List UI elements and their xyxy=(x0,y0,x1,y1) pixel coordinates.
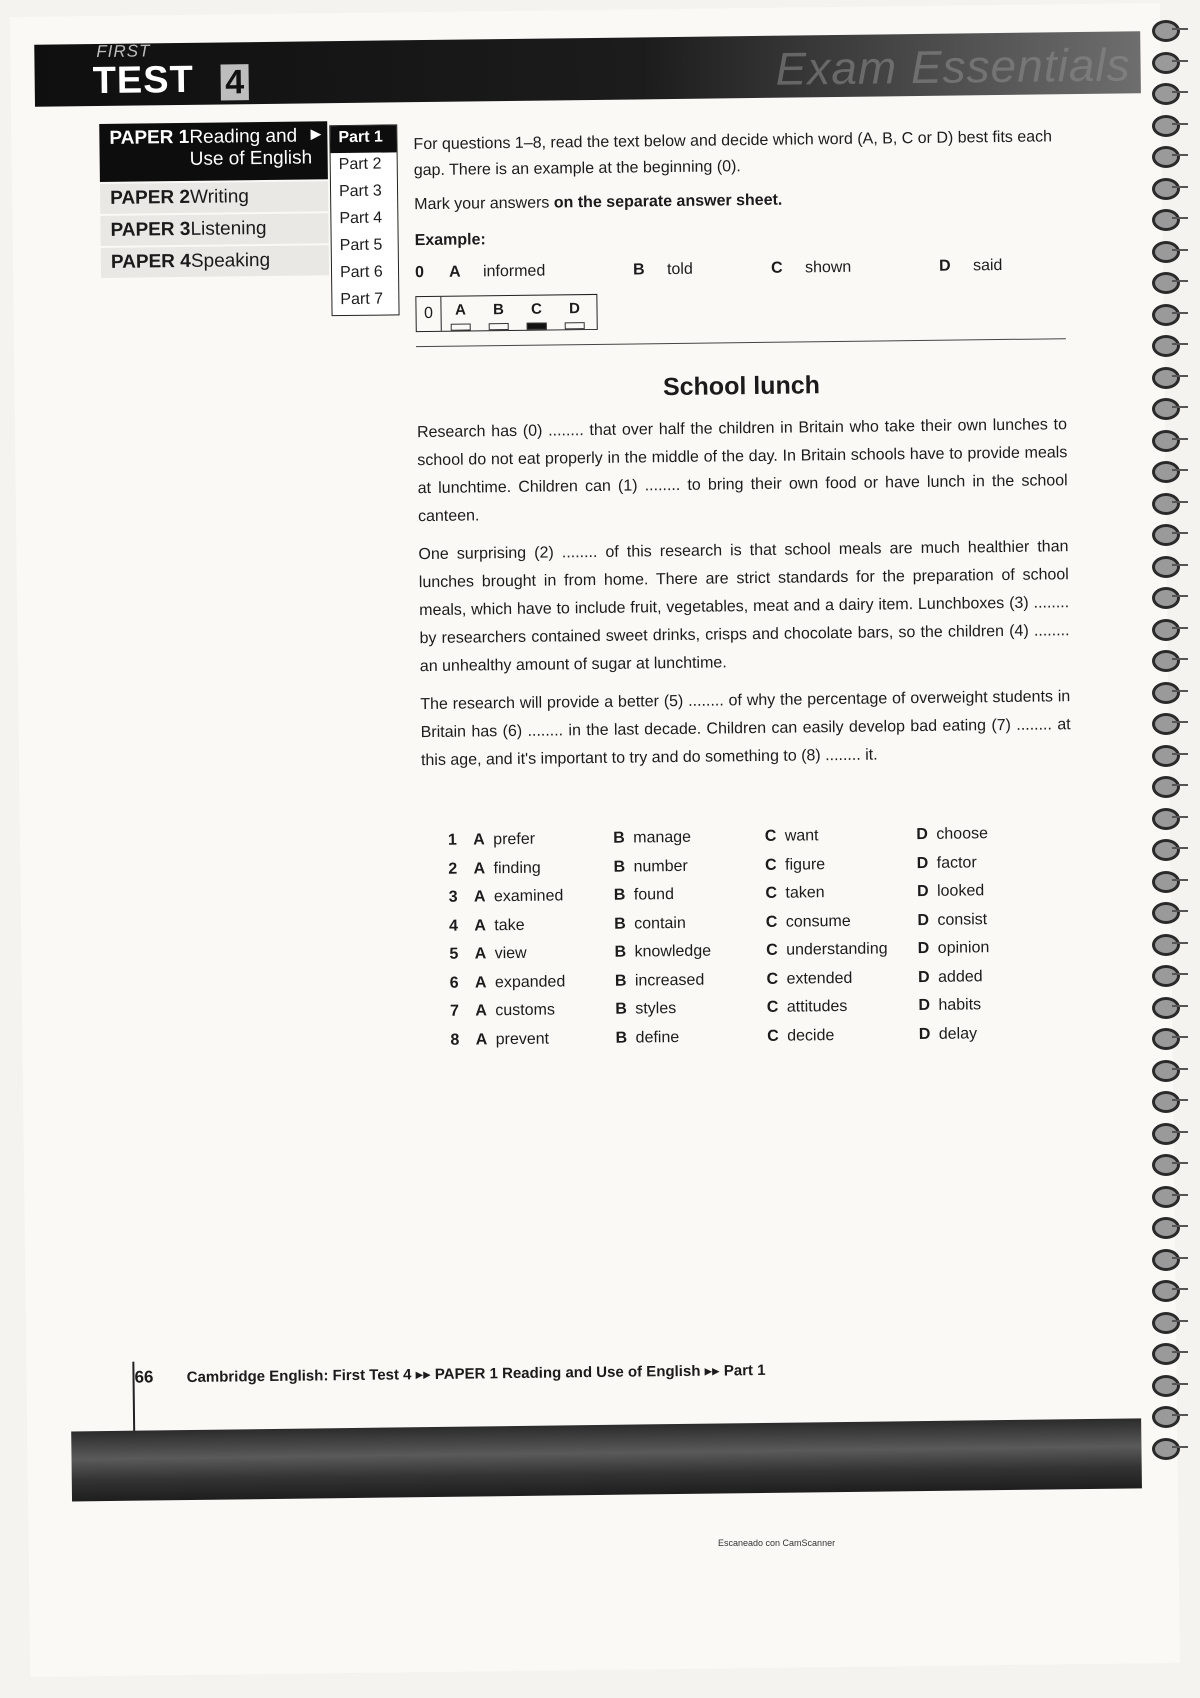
instructions: For questions 1–8, read the text below and decide which word (A, B, C or D) best fits each gap. There is an example at the beginning (0). xyxy=(413,128,1053,180)
option-a xyxy=(475,972,615,1002)
example-d-word: said xyxy=(972,256,1003,275)
option-letter: D xyxy=(918,996,931,1015)
spiral-wire xyxy=(1172,343,1188,345)
option-c xyxy=(765,883,917,913)
option-a xyxy=(474,858,614,888)
spiral-ring-icon xyxy=(1152,1406,1180,1428)
page-number: 66 xyxy=(134,1367,154,1387)
option-word: consume xyxy=(785,912,851,931)
spiral-wire xyxy=(1172,186,1188,188)
scan-watermark: Escaneado con CamScanner xyxy=(718,1538,836,1548)
spiral-ring-icon xyxy=(1152,1123,1180,1145)
spiral-ring-icon xyxy=(1152,461,1180,483)
option-word: choose xyxy=(936,825,989,843)
spiral-wire xyxy=(1172,1036,1188,1038)
option-letter: B xyxy=(613,858,626,876)
option-a xyxy=(476,1029,616,1059)
option-word: prevent xyxy=(495,1030,550,1048)
spiral-ring-icon xyxy=(1152,808,1180,830)
divider xyxy=(416,338,1066,347)
part-7[interactable]: Part 7 xyxy=(340,290,384,309)
option-letter: A xyxy=(473,831,485,849)
test-number: 4 xyxy=(220,64,248,100)
option-word: increased xyxy=(634,971,705,990)
spiral-wire xyxy=(1172,690,1188,692)
example-d-letter: D xyxy=(938,257,951,275)
option-word: number xyxy=(633,857,688,876)
option-word: contain xyxy=(634,914,686,933)
option-letter: D xyxy=(916,825,929,844)
spiral-wire xyxy=(1172,217,1188,219)
spiral-ring-icon xyxy=(1152,1028,1180,1050)
spiral-ring-icon xyxy=(1152,115,1180,137)
example-a-letter: A xyxy=(448,263,461,281)
footer-text: Cambridge English: First Test 4 ▸▸ PAPER 1 Reading and Use of English ▸▸ Part 1 xyxy=(186,1361,766,1387)
spiral-wire xyxy=(1172,1099,1188,1101)
answer-option-a[interactable] xyxy=(441,297,479,330)
option-word: factor xyxy=(936,853,977,872)
spiral-wire xyxy=(1172,721,1188,723)
option-letter: C xyxy=(765,884,778,902)
option-a xyxy=(474,887,614,917)
option-b xyxy=(616,1027,768,1057)
spiral-ring-icon xyxy=(1152,713,1180,735)
option-a xyxy=(475,944,615,974)
paper-title: Writing xyxy=(189,186,250,208)
test-title: TEST xyxy=(92,58,195,103)
spiral-wire xyxy=(1172,1383,1188,1385)
option-letter: C xyxy=(765,856,777,874)
first-label: FIRST xyxy=(96,41,151,62)
option-b xyxy=(614,885,766,915)
question-number: 7 xyxy=(449,1002,460,1020)
paper-title: Speaking xyxy=(190,249,271,272)
spiral-ring-icon xyxy=(1152,997,1180,1019)
spiral-ring-icon xyxy=(1152,1186,1180,1208)
option-word: attitudes xyxy=(786,997,848,1016)
option-letter: C xyxy=(766,998,779,1016)
option-letter: C xyxy=(767,1027,779,1045)
spiral-ring-icon xyxy=(1152,1312,1180,1334)
option-word: added xyxy=(937,967,983,986)
spiral-wire xyxy=(1172,816,1188,818)
option-d xyxy=(918,995,1070,1025)
spiral-ring-icon xyxy=(1152,52,1180,74)
option-a xyxy=(473,830,613,860)
option-letter: B xyxy=(614,915,626,933)
spiral-wire xyxy=(1172,438,1188,440)
spiral-ring-icon xyxy=(1152,178,1180,200)
spiral-ring-icon xyxy=(1152,745,1180,767)
option-b xyxy=(614,913,766,943)
option-c xyxy=(765,855,917,885)
option-word: want xyxy=(784,827,819,845)
answer-option-d-label: D xyxy=(568,299,581,317)
paper-num: PAPER 2 xyxy=(109,186,191,209)
spiral-wire xyxy=(1172,501,1188,503)
spiral-wire xyxy=(1172,847,1188,849)
option-letter: A xyxy=(474,916,486,934)
spiral-wire xyxy=(1172,1005,1188,1007)
spiral-ring-icon xyxy=(1152,20,1180,42)
option-letter: A xyxy=(473,859,486,877)
spiral-ring-icon xyxy=(1152,241,1180,263)
option-word: figure xyxy=(785,855,826,874)
option-word: finding xyxy=(493,859,541,877)
answer-option-a-label: A xyxy=(454,301,467,319)
spiral-ring-icon xyxy=(1152,556,1180,578)
option-word: habits xyxy=(938,996,982,1014)
spiral-wire xyxy=(1172,1351,1188,1353)
spiral-ring-icon xyxy=(1152,1375,1180,1397)
option-b xyxy=(615,970,767,1000)
spiral-wire xyxy=(1172,658,1188,660)
spiral-ring-icon xyxy=(1152,1060,1180,1082)
article-paragraph-1: Research has (0) ........ that over half the children in Britain who take their own lunches to school do not eat properly in the middle of the day. In Britain schools have to provide meals at lunchtime. Children can (1) ........ to bring their own food or have lunch in the school canteen. xyxy=(416,416,1068,526)
spiral-wire xyxy=(1172,469,1188,471)
option-d xyxy=(919,1024,1071,1054)
option-letter: D xyxy=(917,968,930,986)
option-letter: C xyxy=(765,913,778,931)
part-1[interactable]: Part 1 xyxy=(330,125,396,153)
example-c-letter: C xyxy=(770,259,783,277)
spiral-ring-icon xyxy=(1152,871,1180,893)
question-number: 8 xyxy=(450,1031,460,1049)
option-c xyxy=(767,1026,919,1056)
spiral-wire xyxy=(1172,91,1188,93)
spiral-ring-icon xyxy=(1152,682,1180,704)
spiral-wire xyxy=(1172,28,1188,30)
option-word: decide xyxy=(787,1026,835,1045)
article-paragraph-3: The research will provide a better (5) ........ of why the percentage of overweight students in Britain has (6) ........ in the last decade. Children can easily develop bad eating (7) ........ at this age, and it's important to try and do something to (8) ........ it. xyxy=(420,688,1071,770)
main-content xyxy=(413,124,1071,785)
spiral-wire xyxy=(1172,1225,1188,1227)
spiral-wire xyxy=(1172,312,1188,314)
option-letter: A xyxy=(474,973,487,991)
spiral-ring-icon xyxy=(1152,1249,1180,1271)
spiral-binding xyxy=(1142,20,1190,1480)
paper-nav xyxy=(99,121,329,280)
spiral-wire xyxy=(1172,627,1188,629)
paper-title-line2: Use of English xyxy=(189,147,313,170)
spiral-ring-icon xyxy=(1152,83,1180,105)
option-d xyxy=(917,910,1069,940)
option-c xyxy=(767,997,919,1027)
answer-option-b[interactable] xyxy=(479,296,517,329)
option-letter: B xyxy=(613,886,626,904)
spiral-ring-icon xyxy=(1152,619,1180,641)
option-word: taken xyxy=(785,884,825,902)
paper-num: PAPER 1 xyxy=(109,126,190,149)
question-number: 6 xyxy=(449,974,459,992)
option-letter: B xyxy=(614,943,627,961)
option-letter: D xyxy=(917,911,930,929)
option-b xyxy=(615,999,767,1029)
spiral-wire xyxy=(1172,879,1188,881)
option-a xyxy=(475,1001,615,1031)
option-d xyxy=(917,853,1069,883)
spiral-wire xyxy=(1172,1288,1188,1290)
question-number: 2 xyxy=(448,860,458,878)
answer-box-num: 0 xyxy=(416,297,441,331)
part-2[interactable]: Part 2 xyxy=(338,155,382,174)
option-letter: A xyxy=(473,888,486,906)
spiral-ring-icon xyxy=(1152,1438,1180,1460)
options-table xyxy=(448,824,1071,1060)
footer-band xyxy=(71,1418,1142,1501)
option-d xyxy=(918,967,1070,997)
option-letter: A xyxy=(474,945,487,963)
spiral-ring-icon xyxy=(1152,650,1180,672)
option-word: manage xyxy=(633,828,692,847)
header-bar xyxy=(34,31,1141,107)
example-c-word: shown xyxy=(804,258,852,277)
spiral-wire xyxy=(1172,1414,1188,1416)
option-word: looked xyxy=(936,882,985,900)
spiral-wire xyxy=(1172,910,1188,912)
spiral-wire xyxy=(1172,154,1188,156)
footer xyxy=(134,1360,765,1388)
book-page xyxy=(10,3,1180,1677)
spiral-ring-icon xyxy=(1152,587,1180,609)
answer-option-b-label: B xyxy=(492,300,505,318)
answer-bubble xyxy=(565,322,585,329)
option-letter: D xyxy=(916,882,929,901)
spiral-ring-icon xyxy=(1152,902,1180,924)
option-letter: D xyxy=(916,854,929,872)
option-d xyxy=(918,938,1070,968)
part-3[interactable]: Part 3 xyxy=(338,182,382,201)
spiral-ring-icon xyxy=(1152,839,1180,861)
spiral-ring-icon xyxy=(1152,146,1180,168)
spiral-wire xyxy=(1172,595,1188,597)
paper-title: Listening xyxy=(190,217,267,240)
question-number: 1 xyxy=(447,831,458,849)
part-4[interactable]: Part 4 xyxy=(339,209,383,228)
spiral-ring-icon xyxy=(1152,335,1180,357)
spiral-wire xyxy=(1172,1446,1188,1448)
spiral-ring-icon xyxy=(1152,776,1180,798)
option-word: consist xyxy=(937,910,988,929)
part-6[interactable]: Part 6 xyxy=(339,263,383,282)
option-letter: D xyxy=(917,939,930,958)
spiral-wire xyxy=(1172,1131,1188,1133)
option-c xyxy=(766,912,918,942)
option-letter: A xyxy=(475,1030,488,1048)
spiral-wire xyxy=(1172,249,1188,251)
spiral-ring-icon xyxy=(1152,965,1180,987)
part-5[interactable]: Part 5 xyxy=(339,236,383,255)
option-word: customs xyxy=(495,1001,556,1020)
nav-paper-1[interactable] xyxy=(99,121,328,182)
spiral-wire xyxy=(1172,753,1188,755)
answer-instruction xyxy=(414,184,1064,218)
option-word: expanded xyxy=(494,972,566,991)
option-word: understanding xyxy=(786,940,888,959)
answer-bubble xyxy=(489,323,509,330)
spiral-ring-icon xyxy=(1152,272,1180,294)
option-d xyxy=(916,824,1068,854)
spiral-wire xyxy=(1172,1320,1188,1322)
option-word: view xyxy=(494,944,527,963)
spiral-wire xyxy=(1172,375,1188,377)
option-word: extended xyxy=(786,969,853,988)
spiral-wire xyxy=(1172,973,1188,975)
spiral-ring-icon xyxy=(1152,934,1180,956)
option-word: found xyxy=(633,886,675,904)
spiral-ring-icon xyxy=(1152,209,1180,231)
paper-num: PAPER 3 xyxy=(110,218,191,241)
option-b xyxy=(614,942,766,972)
spiral-wire xyxy=(1172,123,1188,125)
spiral-wire xyxy=(1172,942,1188,944)
option-c xyxy=(766,940,918,970)
spiral-ring-icon xyxy=(1152,524,1180,546)
spiral-ring-icon xyxy=(1152,1343,1180,1365)
spiral-ring-icon xyxy=(1152,493,1180,515)
spiral-ring-icon xyxy=(1152,367,1180,389)
option-word: opinion xyxy=(937,939,990,957)
parts-list xyxy=(329,124,399,316)
arrow-right-icon: ▶ xyxy=(310,125,322,142)
option-letter: B xyxy=(614,972,627,990)
option-letter: C xyxy=(766,941,778,959)
spiral-wire xyxy=(1172,784,1188,786)
paper-num: PAPER 4 xyxy=(110,250,191,273)
example-a-word: informed xyxy=(482,262,546,281)
option-word: prefer xyxy=(493,830,536,849)
answer-bubble xyxy=(451,323,471,330)
option-word: examined xyxy=(493,887,564,906)
spiral-ring-icon xyxy=(1152,1154,1180,1176)
spiral-ring-icon xyxy=(1152,1217,1180,1239)
example-answer-box xyxy=(415,294,597,332)
example-b-word: told xyxy=(666,260,693,279)
option-word: define xyxy=(635,1028,680,1047)
option-word: knowledge xyxy=(634,942,712,961)
spiral-ring-icon xyxy=(1152,398,1180,420)
option-d xyxy=(917,881,1069,911)
option-c xyxy=(766,969,918,999)
spiral-wire xyxy=(1172,406,1188,408)
option-b xyxy=(613,856,765,886)
spiral-ring-icon xyxy=(1152,304,1180,326)
question-number: 5 xyxy=(449,945,459,963)
spiral-wire xyxy=(1172,280,1188,282)
example-row xyxy=(415,252,1065,286)
option-letter: C xyxy=(764,827,777,845)
spiral-ring-icon xyxy=(1152,1091,1180,1113)
spiral-ring-icon xyxy=(1152,430,1180,452)
option-letter: C xyxy=(766,970,779,988)
option-word: take xyxy=(494,916,525,934)
option-letter: A xyxy=(475,1002,488,1020)
answer-option-c-label: C xyxy=(530,300,543,318)
answer-option-c[interactable] xyxy=(517,296,555,329)
option-letter: B xyxy=(615,1029,628,1047)
option-a xyxy=(474,915,614,945)
option-word: styles xyxy=(635,1000,677,1018)
spiral-wire xyxy=(1172,1068,1188,1070)
nav-paper-2[interactable] xyxy=(100,181,328,214)
question-number: 4 xyxy=(448,917,459,935)
option-word: delay xyxy=(938,1024,978,1043)
answer-option-d[interactable] xyxy=(555,295,593,328)
option-c xyxy=(765,826,917,856)
nav-paper-3[interactable] xyxy=(100,213,328,246)
option-b xyxy=(613,828,765,858)
question-number: 3 xyxy=(448,888,458,906)
article-paragraph-2: One surprising (2) ........ of this research is that school meals are much healthier than lunches brought in from home. There are strict standards for the preparation of school meals, which have to include fruit, vegetables, meat and a dairy item. Lunchboxes (3) ........ by researchers contained sweet drinks, crisps and chocolate bars, so the children (4) ........ an unhealthy amount of sugar at lunchtime. xyxy=(418,538,1070,676)
spiral-wire xyxy=(1172,1257,1188,1259)
answer-instruction-bold: on the separate answer sheet. xyxy=(553,191,783,212)
example-label: Example: xyxy=(414,231,486,250)
spiral-ring-icon xyxy=(1152,1280,1180,1302)
article-title: School lunch xyxy=(662,371,821,402)
example-b-letter: B xyxy=(632,261,645,279)
brand-logo: Exam Essentials xyxy=(775,38,1131,95)
option-letter: B xyxy=(613,829,625,847)
spiral-wire xyxy=(1172,60,1188,62)
spiral-wire xyxy=(1172,564,1188,566)
option-letter: D xyxy=(918,1025,931,1043)
answer-bubble-filled xyxy=(527,322,547,329)
answer-instruction-pre: Mark your answers xyxy=(414,194,554,214)
option-letter: B xyxy=(615,1000,627,1018)
spiral-wire xyxy=(1172,1162,1188,1164)
paper-title: Reading and xyxy=(189,125,298,148)
spiral-wire xyxy=(1172,532,1188,534)
nav-paper-4[interactable] xyxy=(101,245,329,278)
example-num: 0 xyxy=(414,264,425,282)
spiral-wire xyxy=(1172,1194,1188,1196)
